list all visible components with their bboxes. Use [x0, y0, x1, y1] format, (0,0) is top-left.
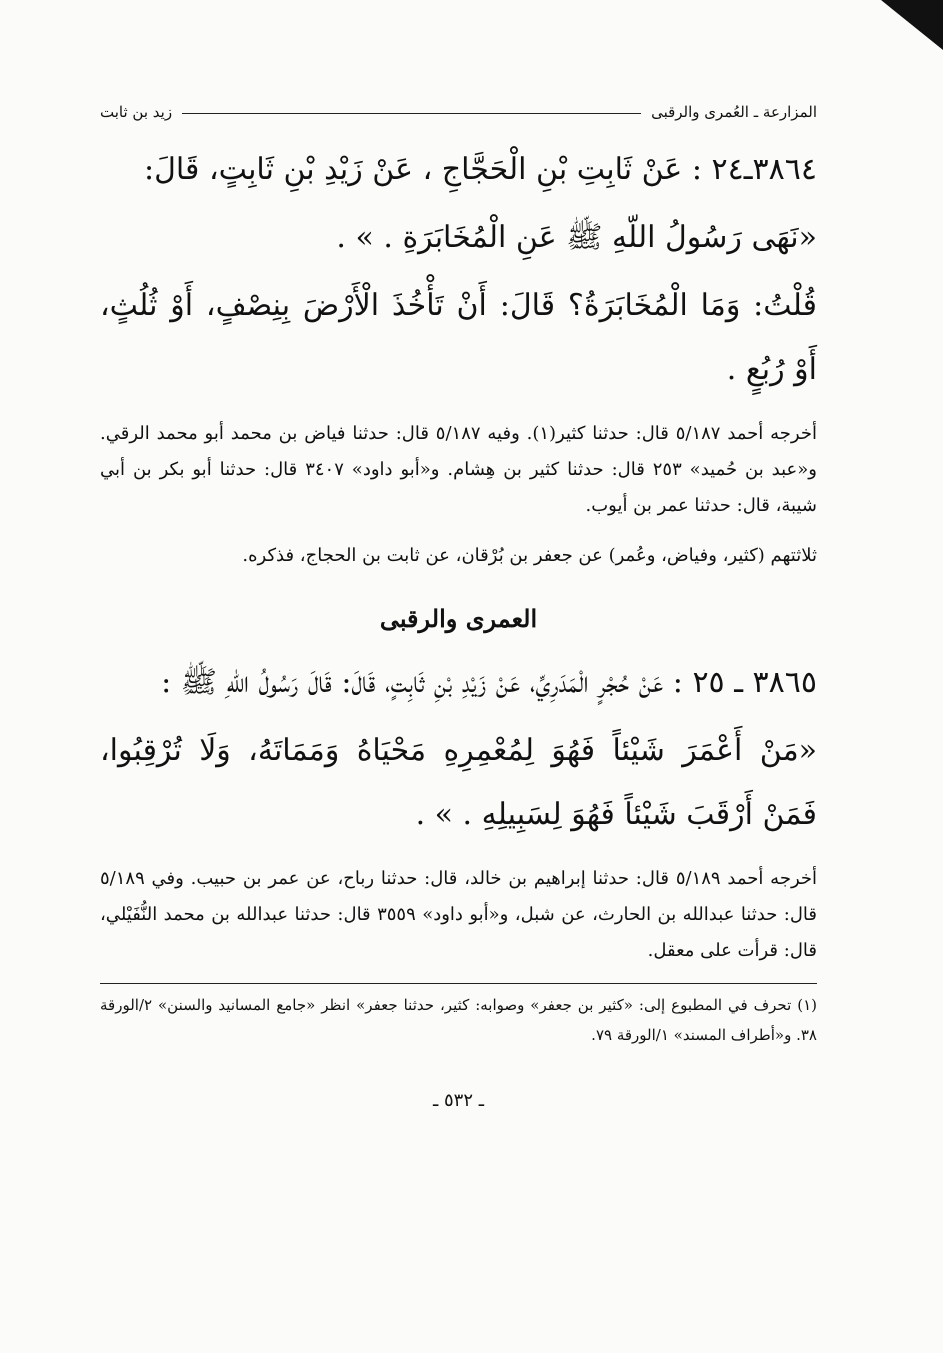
hadith-3865-matn: «مَنْ أَعْمَرَ شَيْئاً فَهُوَ لِمُعْمِرِهِ مَحْيَاهُ وَمَمَاتَهُ، وَلَا تُرْقِبُوا، فَمَنْ أَرْقَبَ شَيْئاً فَهُوَ لِسَبِيلِهِ . » .: [100, 733, 817, 832]
hadith-3864-isnad: ٣٨٦٤ـ٢٤ : عَنْ ثَابِتِ بْنِ الْحَجَّاجِ ، عَنْ زَيْدِ بْنِ ثَابِتٍ، قَالَ:: [144, 152, 817, 187]
header-narrator-name: زيد بن ثابت: [100, 103, 173, 121]
hadith-3864-takhrij-2: ثلاثتهم (كثير، وفياض، وعُمر) عن جعفر بن بُرْقان، عن ثابت بن الحجاج، فذكره.: [242, 545, 817, 566]
section-heading: العمرى والرقبى: [379, 604, 538, 633]
running-header: [100, 100, 817, 124]
page-number: ـ ٥٣٢ ـ: [432, 1090, 484, 1111]
hadith-3864-takhrij-1: أخرجه أحمد ٥/١٨٧ قال: حدثنا كثير(١). وفيه ٥/١٨٧ قال: حدثنا فياض بن محمد أبو محمد الرقي. و«عبد بن حُميد» ٢٥٣ قال: حدثنا كثير بن هِشام. و«أبو داود» ٣٤٠٧ قال: حدثنا أبو بكر بن أبي شيبة، قال: حدثنا عمر بن أيوب.: [100, 423, 817, 516]
hadith-3865-takhrij: أخرجه أحمد ٥/١٨٩ قال: حدثنا إبراهيم بن خالد، قال: حدثنا رباح، عن عمر بن حبيب. وفي ٥/١٨٩ قال: حدثنا عبدالله بن الحارث، عن شبل، و«أبو داود» ٣٥٥٩ قال: حدثنا عبدالله بن محمد النُّفَيْلي، قال: قرأت على معقل.: [100, 868, 818, 961]
header-rule: [182, 113, 641, 114]
header-chapter-title: المزارعة ـ العُمرى والرقبى: [651, 103, 817, 121]
footnote-separator: [100, 983, 817, 984]
hadith-3864-matn: «نَهَى رَسُولُ اللّهِ ﷺ عَنِ الْمُخَابَرَةِ . » .: [336, 220, 817, 255]
book-page: [100, 100, 817, 1111]
hadith-3865-isnad: ٣٨٦٥ ـ ٢٥ : عَنْ حُجْرٍ الْمَدَرِيِّ، عَنْ زَيْدِ بْنِ ثَابِتٍ، قَالَ: قَالَ رَسُولُ اللّهِ ﷺ :: [161, 665, 817, 700]
hadith-3864-followup: قُلْتُ: وَمَا الْمُخَابَرَةُ؟ قَالَ: أَنْ تَأْخُذَ الْأَرْضَ بِنِصْفٍ، أَوْ ثُلُثٍ، أَوْ رُبُعٍ .: [100, 288, 817, 387]
page-corner-mark: [881, 0, 943, 50]
footnote: (١) تحرف في المطبوع إلى: «كثير بن جعفر» وصوابه: كثير، حدثنا جعفر» انظر «جامع المسانيد والسنن» ٢/الورقة ٣٨. و«أطراف المسند» ١/الورقة ٧٩.: [100, 996, 817, 1044]
